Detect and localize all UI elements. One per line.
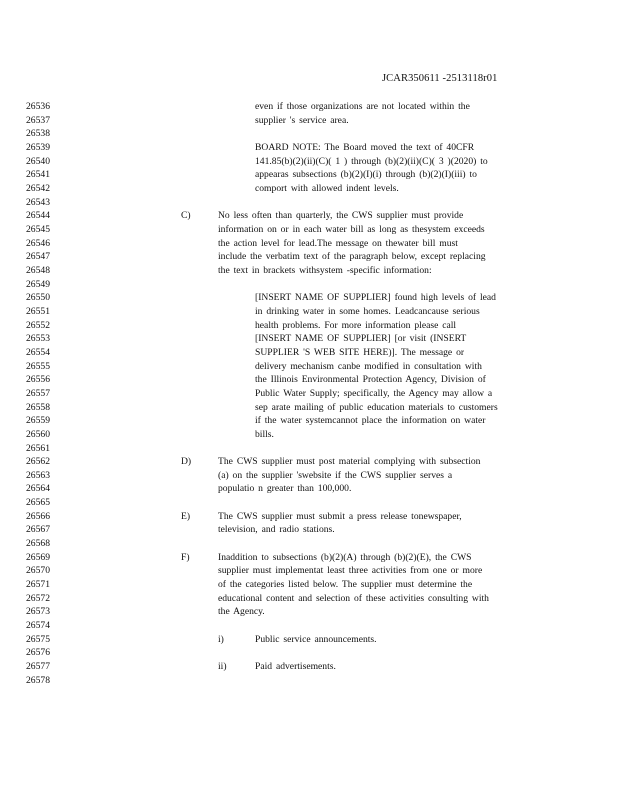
subsection-marker: E): [181, 510, 191, 522]
line-number: 26550: [26, 292, 50, 304]
text-line: sep arate mailing of public education materials to customers: [255, 401, 498, 413]
text-line: supplier 's service area.: [255, 114, 349, 126]
line-number: 26561: [26, 442, 50, 454]
text-line: appearas subsections (b)(2)(I)(i) through (b)(2)(I)(iii) to: [255, 169, 477, 181]
line-number: 26565: [26, 497, 50, 509]
text-line: populatio n greater than 100,000.: [218, 483, 352, 495]
line-number: 26560: [26, 428, 50, 440]
line-number: 26541: [26, 169, 50, 181]
text-line: television, and radio stations.: [218, 524, 335, 536]
line-number: 26572: [26, 592, 50, 604]
line-number: 26573: [26, 606, 50, 618]
text-line: in drinking water in some homes. Leadcancause serious: [255, 305, 480, 317]
line-number: 26562: [26, 456, 50, 468]
line-number: 26539: [26, 141, 50, 153]
line-number: 26546: [26, 237, 50, 249]
line-number: 26549: [26, 278, 50, 290]
text-line: [INSERT NAME OF SUPPLIER] found high levels of lead: [255, 292, 496, 304]
line-number: 26578: [26, 674, 50, 686]
line-number: 26571: [26, 579, 50, 591]
text-line: (a) on the supplier 'swebsite if the CWS supplier serves a: [218, 469, 453, 481]
subitem-text: Paid advertisements.: [255, 661, 336, 673]
text-line: even if those organizations are not located within the: [255, 101, 470, 112]
subsection-marker: F): [181, 551, 190, 563]
text-line: information on or in each water bill as long as thesystem exceeds: [218, 223, 485, 235]
line-number: 26558: [26, 401, 50, 413]
line-number: 26537: [26, 114, 50, 126]
text-line: supplier must implementat least three activities from one or more: [218, 565, 483, 577]
text-line: The CWS supplier must post material complying with subsection: [218, 456, 481, 468]
text-line: 141.85(b)(2)(ii)(C)( 1 ) through (b)(2)(ii)(C)( 3 )(2020) to: [255, 155, 488, 167]
text-line: delivery mechanism canbe modified in consultation with: [255, 360, 482, 372]
line-number: 26563: [26, 469, 50, 481]
line-number: 26566: [26, 510, 50, 522]
line-number: 26540: [26, 155, 50, 167]
subsection-marker: D): [181, 456, 192, 468]
line-number: 26553: [26, 333, 50, 345]
text-line: No less often than quarterly, the CWS supplier must provide: [218, 210, 464, 222]
text-line: Public Water Supply; specifically, the Agency may allow a: [255, 387, 493, 399]
text-line: educational content and selection of these activities consulting with: [218, 592, 489, 604]
line-number: 26551: [26, 305, 50, 317]
subitem-marker: i): [218, 633, 224, 645]
text-line: the Illinois Environmental Protection Agency, Division of: [255, 374, 486, 386]
text-line: include the verbatim text of the paragraph below, except replacing: [218, 251, 486, 263]
line-number: 26570: [26, 565, 50, 577]
line-number: 26574: [26, 620, 50, 632]
subsection-marker: C): [181, 210, 191, 222]
line-number: 26555: [26, 360, 50, 372]
line-number: 26569: [26, 551, 50, 563]
line-number: 26577: [26, 661, 50, 673]
line-number: 26576: [26, 647, 50, 659]
text-line: the text in brackets withsystem -specific information:: [218, 264, 432, 276]
text-line: bills.: [255, 428, 274, 440]
line-number: 26536: [26, 101, 50, 112]
line-number: 26559: [26, 415, 50, 427]
line-number: 26564: [26, 483, 50, 495]
line-number: 26548: [26, 264, 50, 276]
line-number: 26544: [26, 210, 50, 222]
text-line: SUPPLIER 'S WEB SITE HERE)]. The message or: [255, 346, 465, 358]
document-id-header: JCAR350611 -2513118r01: [382, 73, 498, 84]
text-line: the Agency.: [218, 606, 265, 618]
line-number: 26543: [26, 196, 50, 208]
text-line: The CWS supplier must submit a press release tonewspaper,: [218, 510, 462, 522]
line-number: 26545: [26, 223, 50, 235]
line-number: 26557: [26, 387, 50, 399]
text-line: Inaddition to subsections (b)(2)(A) through (b)(2)(E), the CWS: [218, 551, 472, 563]
line-number: 26542: [26, 182, 50, 194]
text-line: of the categories listed below. The supplier must determine the: [218, 579, 473, 591]
text-line: comport with allowed indent levels.: [255, 182, 399, 194]
subitem-text: Public service announcements.: [255, 633, 377, 645]
text-line: the action level for lead.The message on thewater bill must: [218, 237, 458, 249]
line-number: 26547: [26, 251, 50, 263]
text-line: [INSERT NAME OF SUPPLIER] [or visit (INSERT: [255, 333, 467, 345]
text-line: if the water systemcannot place the information on water: [255, 415, 486, 427]
line-number: 26575: [26, 633, 50, 645]
text-line: health problems. For more information please call: [255, 319, 457, 331]
text-line: BOARD NOTE: The Board moved the text of 40CFR: [255, 141, 475, 153]
subitem-marker: ii): [218, 661, 227, 673]
line-number: 26538: [26, 128, 50, 140]
line-number: 26567: [26, 524, 50, 536]
line-number: 26556: [26, 374, 50, 386]
line-number: 26554: [26, 346, 50, 358]
line-number: 26552: [26, 319, 50, 331]
line-number: 26568: [26, 538, 50, 550]
